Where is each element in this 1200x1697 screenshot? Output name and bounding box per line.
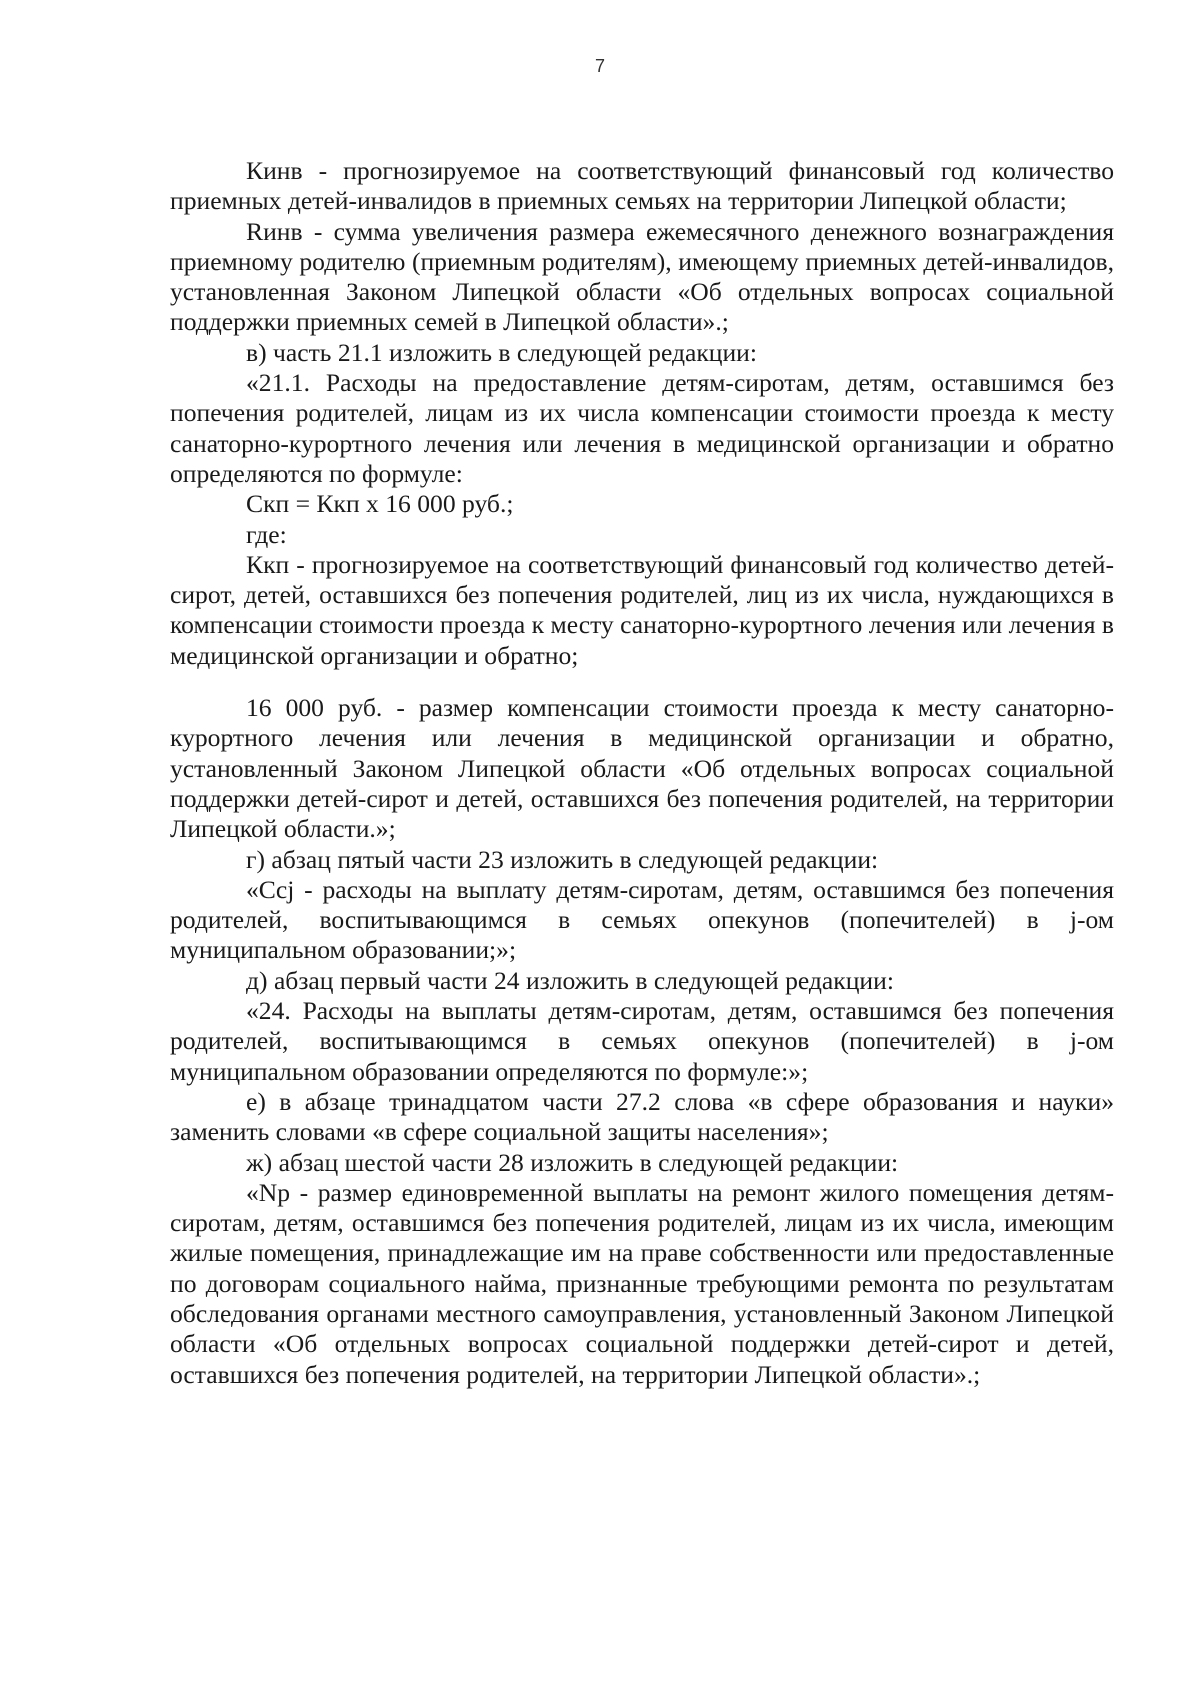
paragraph-np: «Np - размер единовременной выплаты на ремонт жилого помещения детям-сиротам, детям, оставшимся без попечения родителей, лицам из их числа, имеющим жилые помещения, принадлежащие им на праве собственности или предоставленные по договорам социального найма, признанные требующими ремонта по результатам обследования органами местного самоуправления, установленный Законом Липецкой области «Об отдельных вопросах социальной поддержки детей-сирот и детей, оставшихся без попечения родителей, на территории Липецкой области».; bbox=[170, 1177, 1114, 1389]
formula-skp: Скп = Ккп х 16 000 руб.; bbox=[246, 489, 514, 519]
paragraph-item-g: г) абзац пятый части 23 изложить в следующей редакции: bbox=[246, 844, 879, 874]
page-number: 7 bbox=[594, 56, 605, 76]
paragraph-ccj: «Ccj - расходы на выплату детям-сиротам, детям, оставшимся без попечения родителей, воспитывающимся в семьях опекунов (попечителей) в j-ом муниципальном образовании;»; bbox=[170, 874, 1114, 965]
paragraph-item-v: в) часть 21.1 изложить в следующей редакции: bbox=[246, 337, 757, 367]
paragraph-kkp: Ккп - прогнозируемое на соответствующий финансовый год количество детей-сирот, детей, оставшихся без попечения родителей, лиц из их числа, нуждающихся в компенсации стоимости проезда к месту санаторно-курортного лечения или лечения в медицинской организации и обратно; bbox=[170, 549, 1114, 670]
paragraph-item-zh: ж) абзац шестой части 28 изложить в следующей редакции: bbox=[246, 1147, 899, 1177]
paragraph-item-e: е) в абзаце тринадцатом части 27.2 слова «в сфере образования и науки» заменить словами «в сфере социальной защиты населения»; bbox=[170, 1086, 1114, 1147]
paragraph-part-21-1: «21.1. Расходы на предоставление детям-сиротам, детям, оставшимся без попечения родителей, лицам из их числа компенсации стоимости проезда к месту санаторно-курортного лечения или лечения в медицинской организации и обратно определяются по формуле: bbox=[170, 368, 1114, 488]
paragraph-16000: 16 000 руб. - размер компенсации стоимости проезда к месту санаторно-курортного лечения или лечения в медицинской организации и обратно, установленный Законом Липецкой области «Об отдельных вопросах социальной поддержки детей-сирот и детей, оставшихся без попечения родителей, на территории Липецкой области.»; bbox=[170, 693, 1114, 844]
paragraph-kinv: Кинв - прогнозируемое на соответствующий финансовый год количество приемных детей-инвалидов в приемных семьях на территории Липецкой области; bbox=[170, 156, 1114, 216]
paragraph-where: где: bbox=[246, 519, 287, 549]
paragraph-part-24: «24. Расходы на выплаты детям-сиротам, детям, оставшимся без попечения родителей, воспитывающимся в семьях опекунов (попечителей) в j-ом муниципальном образовании определяются по формуле:»; bbox=[170, 996, 1114, 1086]
paragraph-rinv: Rинв - сумма увеличения размера ежемесячного денежного вознаграждения приемному родителю (приемным родителям), имеющему приемных детей-инвалидов, установленная Законом Липецкой области «Об отдельных вопросах социальной поддержки приемных семей в Липецкой области».; bbox=[170, 216, 1114, 337]
document-body bbox=[170, 156, 1114, 1390]
paragraph-item-d: д) абзац первый части 24 изложить в следующей редакции: bbox=[246, 965, 894, 995]
